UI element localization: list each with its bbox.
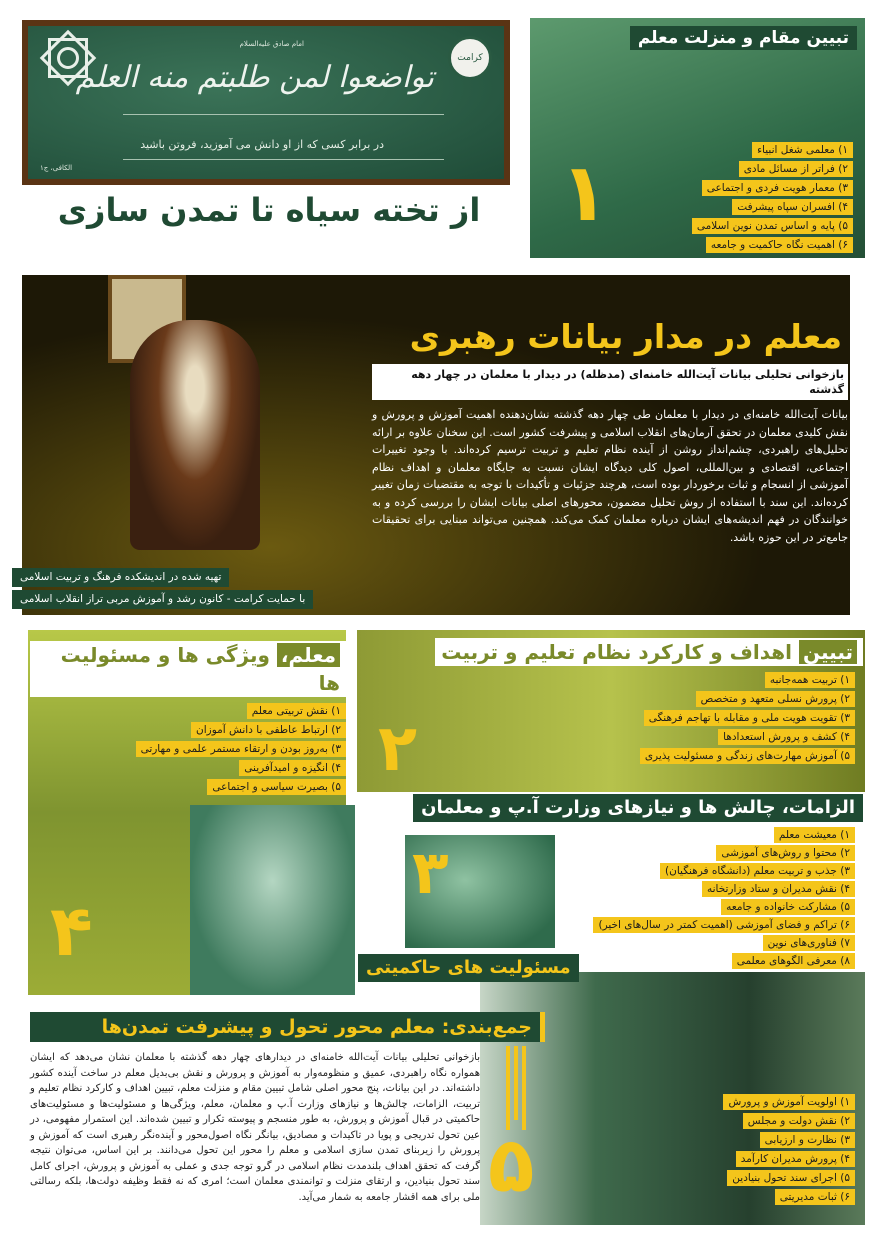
title-highlight: تبیین xyxy=(799,640,857,664)
list-item: ۴) انگیزه و امیدآفرینی xyxy=(239,760,346,776)
list-item: ۳) جذب و تربیت معلم (دانشگاه فرهنگیان) xyxy=(660,863,855,879)
hadith-attribution: امام صادق علیه‌السلام xyxy=(239,40,304,48)
list-item: ۸) معرفی الگوهای معلمی xyxy=(732,953,855,969)
section-2-list xyxy=(640,672,855,764)
main-title: از تخته سیاه تا تمدن سازی xyxy=(57,191,481,229)
section-4-list xyxy=(30,703,346,795)
decor-line xyxy=(506,1046,510,1130)
list-item: ۴) افسران سپاه پیشرفت xyxy=(732,199,853,215)
chalk-line xyxy=(123,114,444,115)
section-3-number: ۳ xyxy=(412,838,449,908)
list-item: ۲) ارتباط عاطفی با دانش آموزان xyxy=(191,722,346,738)
section-2-content xyxy=(383,638,863,764)
chalkboard-banner xyxy=(22,20,510,185)
decor-line xyxy=(514,1046,518,1120)
list-item: ۴) نقش مدیران و ستاد وزارتخانه xyxy=(702,881,855,897)
lead-paragraph: بیانات آیت‌الله خامنه‌ای در دیدار با معلمان طی چهار دهه گذشته نشان‌دهنده اهمیت آموزش و پرورش و نقش کلیدی معلمان در تحقق آرمان‌های انقلاب اسلامی و پیشرفت کشور است. این سخنان علاوه بر ارائه تحلیل‌های راهبردی، چشم‌انداز روشن از آینده نظام تعلیم و تربیت ترسیم کرده‌اند. با وجود تغییرات اجتماعی، اقتصادی و بین‌المللی، اصول کلی دیدگاه ایشان نسبت به جایگاه معلمان و اهداف نظام آموزشی از انسجام و ثبات برخوردار بوده است، هرچند جزئیات و تأکیدات با توجه به مقتضیات زمان تغییر کرده‌اند. این سند با استفاده از روش تحلیل مضمون، محورهای اصلی بیانات ایشان را بررسی کرده و به خوانندگان در فهم اندیشه‌های ایشان درباره معلمان کمک می‌کند. همچنین می‌تواند مبنایی برای تحقیقات جامع‌تر در این حوزه باشد. xyxy=(372,408,848,544)
list-item: ۱) تربیت همه‌جانبه xyxy=(765,672,855,688)
list-item: ۳) تقویت هویت ملی و مقابله با تهاجم فرهنگی xyxy=(644,710,855,726)
speaker-photo xyxy=(130,320,260,550)
list-item: ۲) نقش دولت و مجلس xyxy=(743,1113,855,1129)
lead-text-column xyxy=(372,316,848,546)
list-item: ۳) معمار هویت فردی و اجتماعی xyxy=(702,180,853,196)
list-item: ۶) اهمیت نگاه حاکمیت و جامعه xyxy=(706,237,853,253)
karamat-logo: کرامت xyxy=(448,36,492,80)
section-4-number: ۴ xyxy=(50,890,93,972)
title-rest: اهداف و کارکرد نظام تعلیم و تربیت xyxy=(441,640,793,664)
section-5-list xyxy=(723,1094,855,1205)
list-item: ۱) معلمی شغل انبیاء xyxy=(752,142,853,158)
list-item: ۱) نقش تربیتی معلم xyxy=(247,703,346,719)
credits xyxy=(12,568,313,609)
list-item: ۷) فناوری‌های نوین xyxy=(763,935,855,951)
list-item: ۳) نظارت و ارزیابی xyxy=(760,1132,855,1148)
decor-line xyxy=(522,1046,526,1130)
section-5-title: مسئولیت های حاکمیتی xyxy=(358,954,579,982)
section-4-content xyxy=(30,641,346,795)
section-2-number: ۲ xyxy=(378,712,418,786)
list-item: ۴) کشف و پرورش استعدادها xyxy=(718,729,855,745)
list-item: ۶) تراکم و فضای آموزشی (اهمیت کمتر در سال‌های اخیر) xyxy=(593,917,855,933)
list-item: ۴) پرورش مدیران کارآمد xyxy=(736,1151,855,1167)
masked-boy-photo xyxy=(190,805,355,995)
section-1-number: ۱ xyxy=(560,146,609,239)
section-2-title xyxy=(435,638,863,666)
section-1-title: تبیین مقام و منزلت معلم xyxy=(630,26,857,50)
conclusion-title: جمع‌بندی: معلم محور تحول و پیشرفت تمدن‌ها xyxy=(30,1012,545,1042)
lead-subtitle: بازخوانی تحلیلی بیانات آیت‌الله خامنه‌ای (مدظله) در دیدار با معلمان در چهار دهه گذشته xyxy=(372,364,848,400)
section-3-content xyxy=(363,794,863,969)
list-item: ۲) فراتر از مسائل مادی xyxy=(739,161,853,177)
conclusion-paragraph: بازخوانی تحلیلی بیانات آیت‌الله خامنه‌ای در دیدارهای چهار دهه گذشته با معلمان نشان می‌دهد که ایشان همواره نگاه راهبردی، عمیق و منظومه‌وار به آموزش و پرورش و نقش بی‌بدیل معلم در ساخت آینده کشور داشته‌اند. در این بیانات، پنج محور اصلی شامل تبیین مقام و منزلت معلم، تبیین اهداف و کارکرد نظام تعلیم و تربیت، الزامات، چالش‌ها و نیازهای وزارت آ.پ و معلمان، معلم، ویژگی‌ها و مسئولیت‌ها و مسئولیت‌های حاکمیتی در قبال آموزش و پرورش، به طور منسجم و پیوسته تکرار و تبیین شده‌اند. این استمرار مفهومی، در عین تحول تدریجی و پویا در تاکیدات و مصادیق، بیانگر نگاه اصول‌محور و آینده‌نگر رهبری است که آموزش و پرورش را زیربنای تمدن سازی اسلامی و معلم را محور این تحول می‌دانند. بر این اساس، می‌توان نتیجه گرفت که تحقق اهداف بلندمدت نظام اسلامی در گرو توجه جدی و عملی به آموزش و پرورش، اجرای کامل سند تحول بنیادین، و ارتقای منزلت و توانمندی معلمان است؛ امری که نه فقط وظیفه دولت‌ها، بلکه رسالتی ملی برای همه اقشار جامعه به شمار می‌آید. xyxy=(30,1052,480,1203)
hadith-translation: در برابر کسی که از او دانش می آموزید، فروتن باشید xyxy=(140,138,384,151)
list-item: ۱) اولویت آموزش و پرورش xyxy=(723,1094,855,1110)
hadith-calligraphy: تواضعوا لمن طلبتم منه العلم xyxy=(75,60,434,95)
list-item: ۵) آموزش مهارت‌های زندگی و مسئولیت پذیری xyxy=(640,748,855,764)
section-4-title xyxy=(30,641,346,697)
title-highlight: معلم، xyxy=(277,643,340,667)
section-3-title: الزامات، چالش ها و نیازهای وزارت آ.پ و معلمان xyxy=(413,794,863,822)
list-item: ۲) محتوا و روش‌های آموزشی xyxy=(716,845,855,861)
hadith-citation: الکافی، ج۱ xyxy=(40,164,73,172)
list-item: ۵) مشارکت خانواده و جامعه xyxy=(721,899,855,915)
lead-title: معلم در مدار بیانات رهبری xyxy=(409,317,842,356)
section-1-list xyxy=(692,142,853,253)
list-item: ۱) معیشت معلم xyxy=(774,827,855,843)
chalk-line xyxy=(123,159,444,160)
list-item: ۵) پایه و اساس تمدن نوین اسلامی xyxy=(692,218,853,234)
list-item: ۵) بصیرت سیاسی و اجتماعی xyxy=(207,779,346,795)
title-rest: ویژگی ها و مسئولیت ها xyxy=(60,643,340,695)
list-item: ۶) ثبات مدیریتی xyxy=(775,1189,855,1205)
credit-line: تهیه شده در اندیشکده فرهنگ و تربیت اسلامی xyxy=(12,568,229,587)
section-1-panel xyxy=(530,18,865,258)
list-item: ۳) به‌روز بودن و ارتقاء مستمر علمی و مهارتی xyxy=(136,741,346,757)
section-5-number: ۵ xyxy=(488,1120,535,1209)
list-item: ۲) پرورش نسلی متعهد و متخصص xyxy=(696,691,855,707)
credit-line: با حمایت کرامت - کانون رشد و آموزش مربی تراز انقلاب اسلامی xyxy=(12,590,313,609)
section-3-list xyxy=(593,827,855,969)
list-item: ۵) اجرای سند تحول بنیادین xyxy=(727,1170,855,1186)
